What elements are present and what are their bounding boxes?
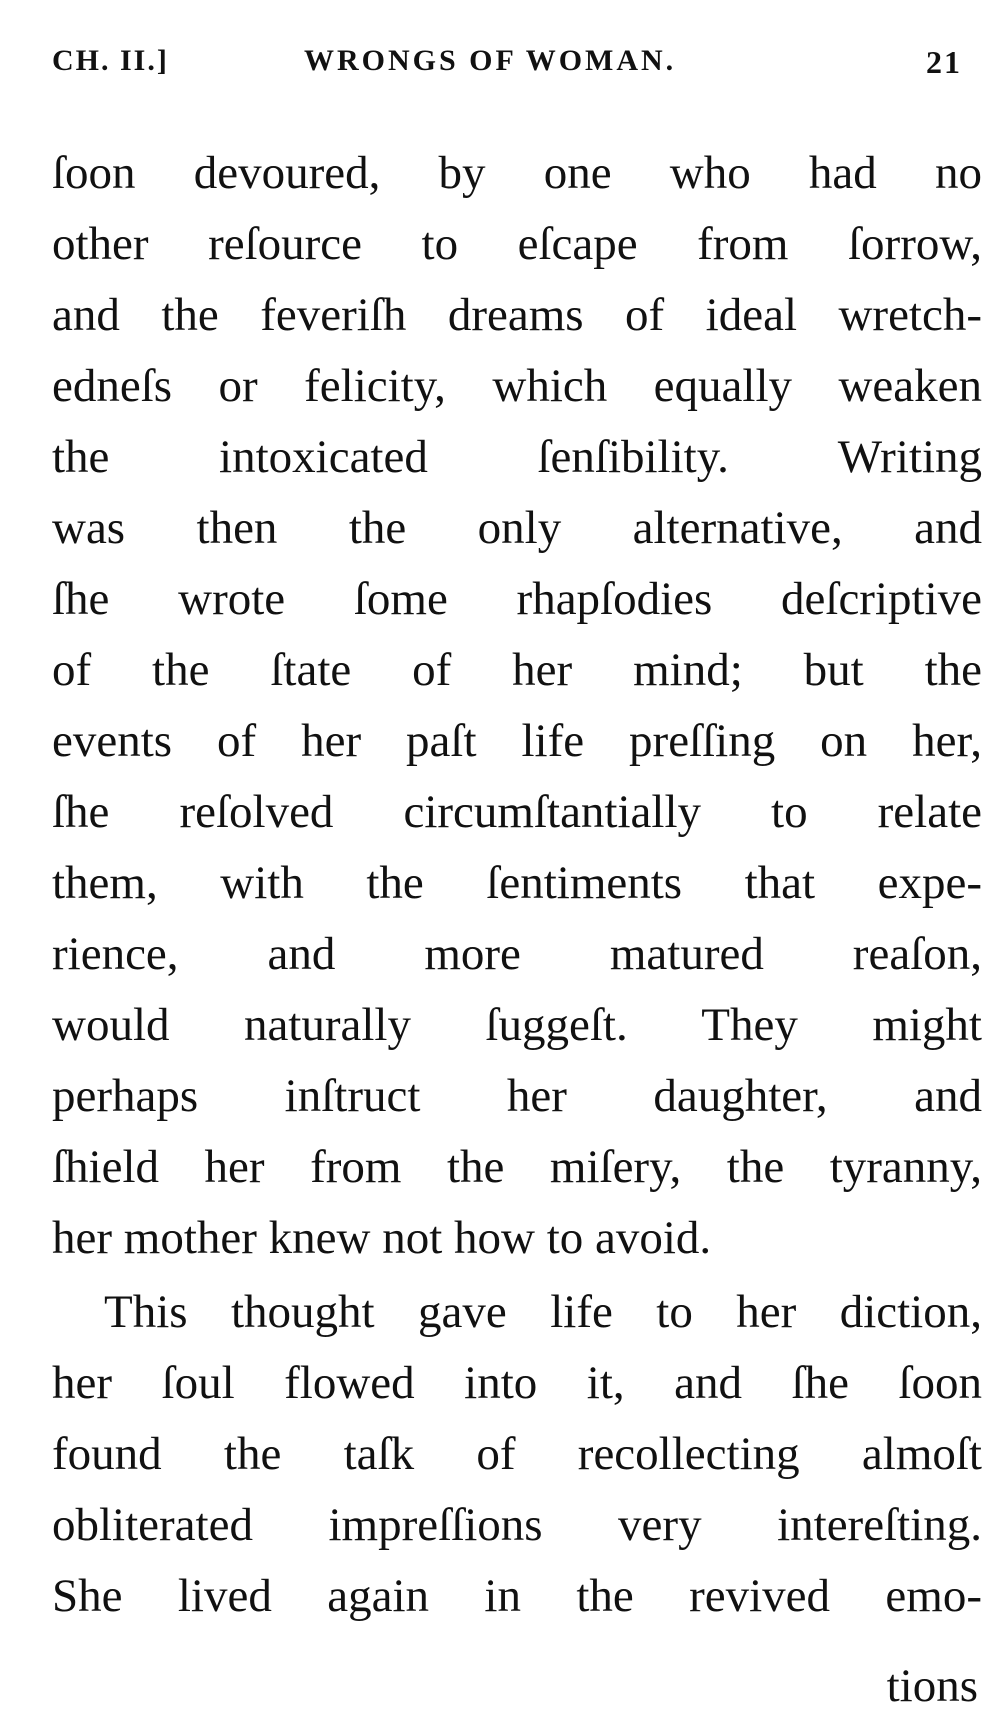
text-line: This thought gave life to her diction,	[104, 1286, 982, 1338]
text-line: She lived again in the revived emo-	[52, 1570, 982, 1622]
text-line: of the ſtate of her mind; but the	[52, 644, 982, 696]
text-line: other reſource to eſcape from ſorrow,	[52, 218, 982, 270]
text-line: was then the only alternative, and	[52, 502, 982, 554]
text-line: would naturally ſuggeſt. They might	[52, 999, 982, 1051]
text-line: events of her paſt life preſſing on her,	[52, 715, 982, 767]
book-title: WRONGS OF WOMAN.	[304, 44, 677, 77]
text-line: her mother knew not how to avoid.	[52, 1212, 712, 1264]
text-line: edneſs or felicity, which equally weaken	[52, 360, 982, 412]
paragraph-1	[52, 138, 982, 1274]
body-text	[52, 138, 982, 1632]
text-line: perhaps inſtruct her daughter, and	[52, 1070, 982, 1122]
text-line: ſhield her from the miſery, the tyranny,	[52, 1141, 982, 1193]
text-line: her ſoul flowed into it, and ſhe ſoon	[52, 1357, 982, 1409]
catchword: tions	[886, 1660, 978, 1712]
text-line: rience, and more matured reaſon,	[52, 928, 982, 980]
text-line: found the taſk of recollecting almoſt	[52, 1428, 982, 1480]
text-line: them, with the ſentiments that expe-	[52, 857, 982, 909]
text-line: ſoon devoured, by one who had no	[52, 147, 982, 199]
running-head	[52, 44, 962, 84]
text-line: obliterated impreſſions very intereſting.	[52, 1499, 982, 1551]
text-line: ſhe wrote ſome rhapſodies deſcriptive	[52, 573, 982, 625]
text-line: ſhe reſolved circumſtantially to relate	[52, 786, 982, 838]
text-line: and the feveriſh dreams of ideal wretch-	[52, 289, 982, 341]
chapter-label: CH. II.]	[52, 44, 169, 77]
page-number: 21	[926, 44, 962, 80]
text-line: the intoxicated ſenſibility. Writing	[52, 431, 982, 483]
paragraph-2	[52, 1277, 982, 1632]
